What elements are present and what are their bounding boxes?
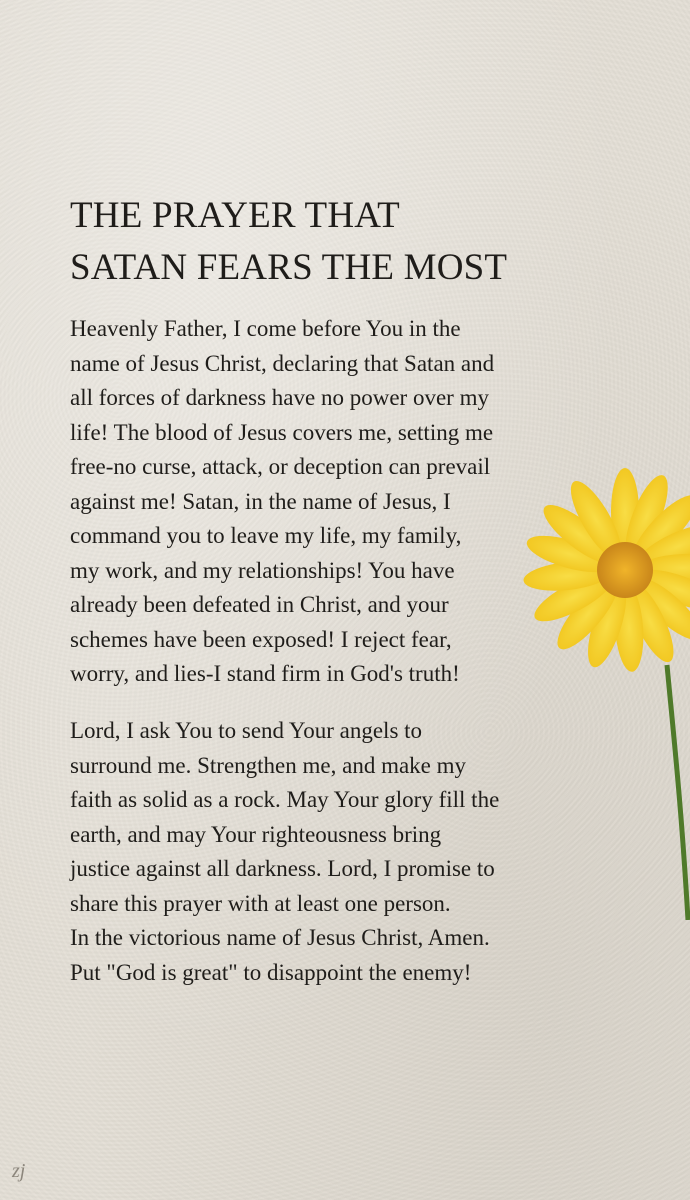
title-line-2: SATAN FEARS THE MOST: [70, 247, 508, 288]
text-line: share this prayer with at least one person.: [70, 890, 451, 916]
prayer-paragraph-1: [70, 312, 570, 692]
flower-center: [597, 542, 653, 598]
artist-signature: zj: [12, 1160, 26, 1182]
text-line: faith as solid as a rock. May Your glory fill the: [70, 787, 500, 812]
text-line: justice against all darkness. Lord, I promise to: [70, 856, 495, 881]
text-line: earth, and may Your righteousness bring: [70, 821, 442, 847]
text-line: already been defeated in Christ, and your: [70, 592, 449, 617]
text-line: Heavenly Father, I come before You in the: [70, 316, 461, 341]
text-line: name of Jesus Christ, declaring that Satan and: [70, 350, 495, 376]
page-title: [70, 190, 590, 294]
text-line: against me! Satan, in the name of Jesus, I: [70, 488, 451, 514]
flower-stem: [667, 665, 688, 920]
text-line: all forces of darkness have no power over my: [70, 385, 489, 410]
flower-petals: [522, 468, 690, 673]
yellow-daisy-flower-icon: [505, 460, 690, 920]
text-line: worry, and lies-I stand firm in God's truth!: [70, 661, 460, 686]
text-line: command you to leave my life, my family,: [70, 523, 462, 548]
text-line: life! The blood of Jesus covers me, setting me: [70, 419, 494, 445]
text-line: schemes have been exposed! I reject fear,: [70, 626, 452, 652]
text-line: Lord, I ask You to send Your angels to: [70, 718, 423, 743]
prayer-paragraph-2: [70, 714, 570, 990]
text-line: free-no curse, attack, or deception can prevail: [70, 454, 491, 479]
text-line: surround me. Strengthen me, and make my: [70, 752, 467, 778]
text-line: my work, and my relationships! You have: [70, 557, 455, 583]
text-line: Put "God is great" to disappoint the enemy!: [70, 959, 472, 985]
text-line: In the victorious name of Jesus Christ, Amen.: [70, 925, 490, 950]
title-line-1: THE PRAYER THAT: [70, 195, 400, 236]
